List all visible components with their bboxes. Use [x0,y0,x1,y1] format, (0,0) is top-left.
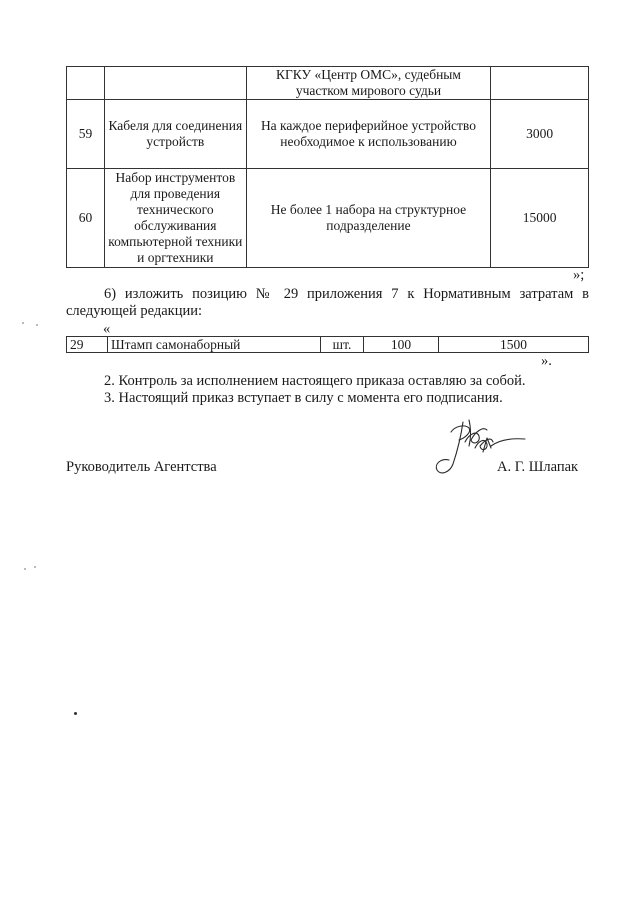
item-price-cell: 3000 [491,100,589,169]
row-number-cell [67,67,105,100]
item-norm-cell: На каждое периферийное устройство необходимое к использованию [246,100,490,169]
opening-quote: « [103,321,111,337]
table-row [67,337,589,353]
signatory-name: А. Г. Шлапак [497,459,579,475]
item-price-cell [491,67,589,100]
row-number-cell: 29 [67,337,108,353]
row-number-cell: 59 [67,100,105,169]
item-name-cell: Кабеля для соединения устройств [104,100,246,169]
scan-speck [24,568,26,570]
item-name-cell: Штамп самонаборный [108,337,321,353]
item-name-cell [104,67,246,100]
scan-speck [22,322,24,324]
quantity-cell: 100 [364,337,439,353]
price-cell: 1500 [439,337,589,353]
items-table [66,66,589,268]
unit-cell: шт. [321,337,364,353]
signatory-position: Руководитель Агентства [66,459,217,475]
closing-quote: ». [541,353,552,369]
row-number-cell: 60 [67,169,105,268]
scan-speck [34,566,36,568]
item-norm-cell: Не более 1 набора на структурное подразделение [246,169,490,268]
item-6-line-1: 6) изложить позицию № 29 приложения 7 к Нормативным затратам в [104,286,589,302]
item-2-text: 2. Контроль за исполнением настоящего приказа оставляю за собой. [104,373,526,389]
closing-quote: »; [573,267,585,283]
item-price-cell: 15000 [491,169,589,268]
scan-dot [74,712,77,715]
item-3-text: 3. Настоящий приказ вступает в силу с момента его подписания. [104,390,503,406]
scan-speck [36,324,38,326]
item-name-cell: Набор инструментов для проведения технического обслуживания компьютерной техники и оргтехники [104,169,246,268]
item-norm-cell: КГКУ «Центр ОМС», судебным участком мирового судьи [246,67,490,100]
table-row [67,169,589,268]
stamp-table [66,336,589,353]
table-row [67,67,589,100]
item-6-line-2: следующей редакции: [66,303,203,319]
table-row [67,100,589,169]
